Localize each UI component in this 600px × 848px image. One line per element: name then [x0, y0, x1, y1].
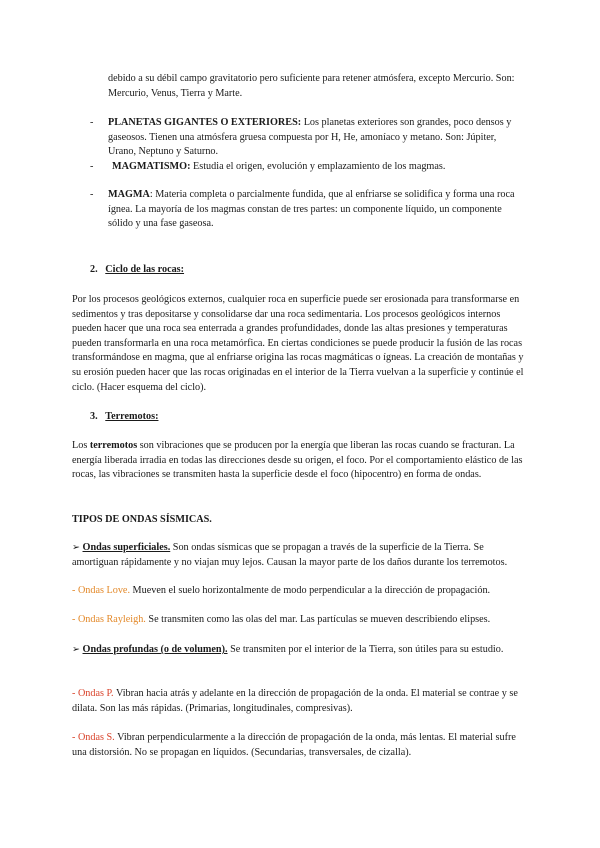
ondas-love-text: Mueven el suelo horizontalmente de modo perpendicular a la dirección de propagación.	[130, 585, 491, 596]
section-3-heading	[90, 410, 158, 425]
ondas-p-text: Vibran hacia atrás y adelante en la dirección de propagación de la onda. El material se contrae y se dilata. Son las más rápidas. (Primarias, longitudinales, compresivas).	[72, 688, 518, 714]
section-3-body	[72, 439, 528, 483]
ondas-s-label: - Ondas S.	[72, 732, 115, 743]
ondas-superficiales-term: Ondas superficiales.	[82, 542, 171, 553]
bullet-term: MAGMA	[108, 189, 150, 200]
section-2-heading	[90, 263, 184, 278]
ondas-p-label: - Ondas P.	[72, 688, 114, 699]
ondas-rayleigh-label: - Ondas Rayleigh.	[72, 614, 146, 625]
ondas-profundas-term: Ondas profundas (o de volumen).	[82, 644, 228, 655]
ondas-profundas-text: Se transmiten por el interior de la Tierra, son útiles para su estudio.	[227, 644, 504, 655]
bullet-text: Estudia el origen, evolución y emplazamiento de los magmas.	[190, 161, 446, 172]
section-2-body: Por los procesos geológicos externos, cualquier roca en superficie puede ser erosionada para transformarse en sedimentos y tras depositarse y consolidarse dar una roca sedimentaria. Los procesos geológicos internos pueden hacer que una roca sea enterrada a grandes profundidades, donde las altas presiones y temperaturas pueden transformarla en una roca metamórfica. En ciertas condiciones se puede producir la fusión de las rocas transformándose en magma, que al enfriarse origina las rocas magmáticas o ígneas. La creación de montañas y su erosión pueden hacer que las rocas originadas en el interior de la Tierra vuelvan a la superficie y continúe el ciclo. (Hacer esquema del ciclo).	[72, 294, 524, 393]
tipos-ondas-heading: TIPOS DE ONDAS SÍSMICAS.	[72, 514, 212, 525]
arrow-bullet-icon: ➢	[72, 644, 80, 655]
bullet-dash: -	[90, 189, 94, 200]
bullet-term: MAGMATISMO:	[112, 161, 191, 172]
ondas-superficiales-text: Son ondas sísmicas que se propagan a través de la superficie de la Tierra. Se amortiguan rápidamente y no viajan muy lejos. Causan la mayor parte de los daños durante los terremotos.	[72, 542, 508, 568]
section-title: Terremotos:	[105, 411, 159, 422]
bullet-dash: -	[90, 161, 94, 172]
bullet-term: PLANETAS GIGANTES O EXTERIORES:	[108, 117, 302, 128]
ondas-love-label: - Ondas Love.	[72, 585, 130, 596]
section-number: 2.	[90, 264, 98, 275]
intro-continuation: debido a su débil campo gravitatorio pero suficiente para retener atmósfera, excepto Mercurio. Son: Mercurio, Venus, Tierra y Marte.	[108, 73, 515, 99]
arrow-bullet-icon: ➢	[72, 542, 80, 553]
ondas-s	[72, 731, 528, 760]
ondas-s-text: Vibran perpendicularmente a la dirección de propagación de la onda, más lentas. El material sufre una distorsión. No se propagan en líquidos. (Secundarias, transversales, de cizalla).	[72, 732, 516, 758]
bullet-dash: -	[90, 117, 94, 128]
body-pre: Los	[72, 440, 90, 451]
ondas-rayleigh-text: Se transmiten como las olas del mar. Las partículas se mueven describiendo elipses.	[145, 614, 491, 625]
ondas-profundas	[72, 643, 528, 658]
bullet-planetas-gigantes	[108, 116, 526, 160]
ondas-love	[72, 584, 528, 599]
body-post: son vibraciones que se producen por la energía que liberan las rocas cuando se fracturan. La energía liberada irradia en todas las direcciones desde su origen, el foco. Por el comportamiento elástico de las rocas, las vibraciones se transmiten hasta la superficie desde el foco (hipocentro) en forma de ondas.	[72, 440, 523, 481]
bullet-text: : Materia completa o parcialmente fundida, que al enfriarse se solidifica y forma una roca ígnea. La mayoría de los magmas constan de tres partes: un componente líquido, un componente sólido y una fase gaseosa.	[108, 189, 515, 230]
body-term: terremotos	[89, 440, 138, 451]
bullet-magma	[108, 188, 528, 232]
section-number: 3.	[90, 411, 98, 422]
ondas-superficiales	[72, 541, 526, 570]
bullet-text: Los planetas exteriores son grandes, poco densos y gaseosos. Tienen una atmósfera gruesa compuesta por H, He, amoníaco y metano. Son: Júpiter, Urano, Neptuno y Saturno.	[108, 117, 512, 158]
section-title: Ciclo de las rocas:	[105, 264, 185, 275]
ondas-rayleigh	[72, 613, 528, 628]
bullet-magmatismo	[112, 160, 530, 175]
ondas-p	[72, 687, 528, 716]
